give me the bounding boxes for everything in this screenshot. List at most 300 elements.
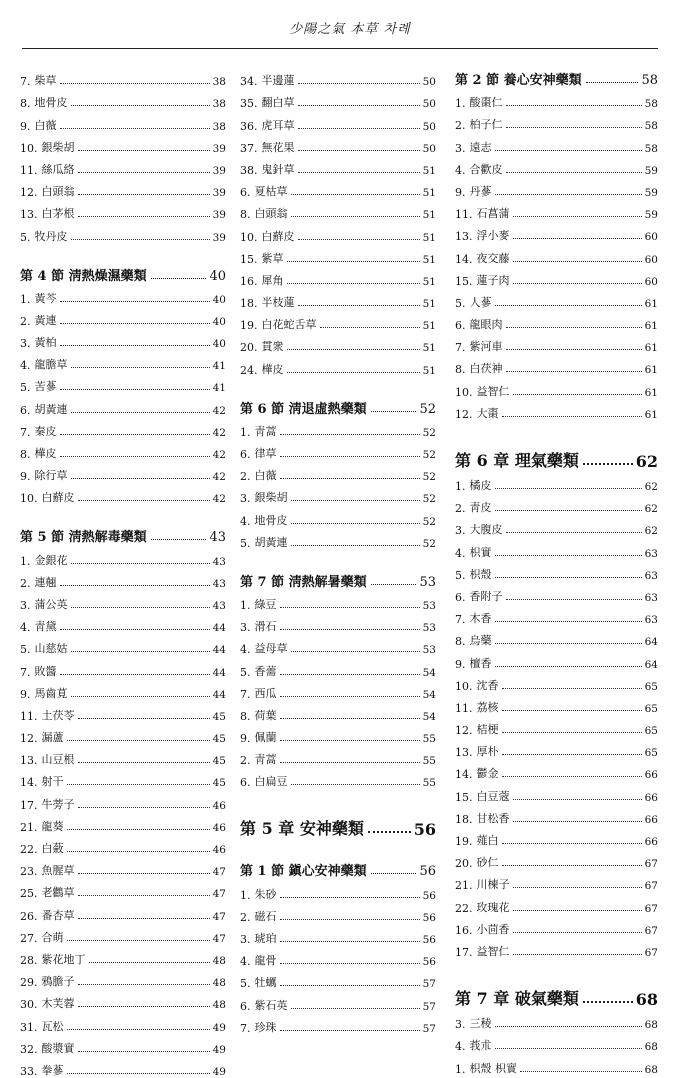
toc-entry — [455, 266, 658, 288]
entry-number: 4. — [455, 163, 466, 177]
toc-entry — [20, 394, 226, 416]
dot-leader — [506, 105, 642, 106]
entry-name: 連翹 — [34, 575, 57, 589]
entry-name: 白扁豆 — [254, 775, 288, 789]
page-number: 65 — [644, 725, 658, 738]
toc-entry — [240, 221, 436, 243]
toc-entry — [240, 745, 436, 767]
dot-leader — [78, 1006, 210, 1007]
entry-number: 23. — [20, 865, 38, 879]
page-number: 51 — [422, 253, 436, 266]
dot-leader — [60, 128, 210, 129]
entry-number: 16. — [455, 923, 473, 937]
entry-number: 3. — [455, 1018, 466, 1032]
dot-leader — [280, 718, 420, 719]
dot-leader — [513, 238, 642, 239]
page-number: 68 — [644, 1063, 658, 1076]
entry-name: 樺皮 — [34, 447, 57, 460]
entry-number: 5. — [455, 568, 466, 582]
section-title: 第 2 節 養心安神藥類 — [455, 73, 582, 88]
entry-number: 12. — [20, 186, 38, 200]
toc-entry — [240, 634, 436, 656]
page-number: 68 — [635, 989, 658, 1009]
entry-name: 射干 — [41, 775, 64, 789]
page-number: 39 — [212, 231, 226, 244]
entry-number: 5. — [455, 296, 466, 310]
entry-name: 白薇 — [254, 469, 277, 483]
dot-leader — [78, 873, 210, 874]
entry-name: 犀角 — [261, 273, 284, 287]
dot-leader — [60, 456, 210, 457]
dot-leader — [291, 194, 420, 195]
toc-entry — [240, 199, 436, 221]
dot-leader — [513, 394, 642, 395]
page-number: 43 — [212, 599, 226, 612]
entry-number: 6. — [240, 448, 251, 461]
entry-name: 木芙蓉 — [41, 997, 75, 1011]
entry-name: 烏藥 — [469, 634, 492, 648]
dot-leader — [60, 83, 210, 84]
toc-entry — [455, 1009, 658, 1031]
page-number: 51 — [422, 187, 436, 200]
dot-leader — [71, 607, 210, 608]
dot-leader — [280, 740, 420, 741]
entry-number: 11. — [20, 163, 38, 177]
dot-leader — [280, 607, 420, 608]
entry-number: 9. — [240, 732, 251, 746]
running-title: 少陽之氣 本草 차례 — [289, 22, 411, 37]
entry-name: 白蘚皮 — [41, 491, 75, 505]
entry-name: 甘松香 — [476, 811, 510, 825]
page-number: 61 — [644, 386, 658, 399]
entry-number: 1. — [20, 554, 31, 568]
toc-entry — [240, 310, 436, 332]
section-title: 第 7 節 淸熱解暑藥類 — [240, 574, 367, 590]
entry-name: 靑皮 — [469, 501, 492, 515]
toc-entry — [20, 284, 226, 306]
entry-number: 10. — [455, 385, 473, 399]
page-number: 42 — [212, 426, 226, 439]
page-number: 57 — [422, 1022, 436, 1035]
dot-leader — [371, 873, 417, 874]
entry-number: 20. — [240, 341, 258, 355]
page-number: 50 — [422, 98, 436, 111]
entry-name: 木香 — [469, 612, 492, 626]
toc-entry — [455, 110, 658, 132]
page-number: 45 — [212, 755, 226, 768]
dot-leader — [513, 799, 642, 800]
entry-name: 虎耳草 — [261, 118, 295, 132]
spacer — [240, 550, 436, 568]
entry-name: 沈香 — [476, 678, 499, 692]
dot-leader — [280, 456, 420, 457]
page-number: 44 — [212, 688, 226, 701]
spacer — [240, 377, 436, 395]
entry-name: 山豆根 — [41, 753, 75, 767]
dot-leader — [298, 239, 420, 240]
toc-entry — [20, 350, 226, 372]
section-title: 第 6 節 淸退虛熱藥類 — [240, 401, 367, 417]
section-heading — [240, 857, 436, 879]
page-number: 60 — [644, 253, 658, 266]
entry-name: 魚腥草 — [41, 864, 75, 878]
entry-number: 24. — [240, 363, 258, 377]
toc-entry — [455, 604, 658, 626]
dot-leader — [291, 545, 420, 546]
dot-leader — [506, 532, 642, 533]
toc-entry — [455, 376, 658, 398]
entry-name: 佩蘭 — [254, 731, 277, 745]
entry-name: 莪朮 — [469, 1039, 492, 1053]
entry-name: 香薷 — [254, 664, 277, 678]
dot-leader — [291, 523, 420, 524]
entry-name: 瓦松 — [41, 1019, 64, 1033]
dot-leader — [502, 843, 642, 844]
entry-number: 7. — [240, 1021, 251, 1035]
toc-entry — [20, 155, 226, 177]
entry-number: 4. — [240, 643, 251, 657]
entry-number: 19. — [240, 319, 258, 333]
page-number: 67 — [644, 902, 658, 915]
entry-number: 7. — [455, 613, 466, 627]
spacer — [455, 959, 658, 983]
page-number: 54 — [422, 688, 436, 701]
page-number: 62 — [644, 481, 658, 493]
dot-leader — [280, 762, 420, 763]
dot-leader — [67, 784, 210, 785]
page-number: 44 — [212, 666, 226, 679]
page-number: 51 — [422, 298, 436, 311]
toc-entry — [20, 328, 226, 350]
entry-number: 21. — [20, 820, 38, 834]
dot-leader — [280, 919, 420, 920]
dot-leader — [506, 371, 642, 372]
page-number: 63 — [644, 591, 658, 604]
entry-number: 3. — [20, 337, 31, 351]
toc-entry — [20, 1011, 226, 1033]
toc-entry — [240, 902, 436, 924]
page-number: 58 — [644, 120, 658, 133]
page-number: 67 — [644, 858, 658, 871]
toc-entry — [455, 288, 658, 310]
toc-entry — [20, 723, 226, 745]
page-number: 51 — [422, 275, 436, 288]
entry-number: 5. — [20, 381, 31, 395]
entry-name: 三稜 — [469, 1017, 492, 1031]
dot-leader — [320, 327, 420, 328]
dot-leader — [78, 895, 210, 896]
entry-name: 翻白草 — [261, 96, 295, 110]
page-number: 57 — [422, 1000, 436, 1013]
dot-leader — [78, 807, 210, 808]
page-number: 66 — [644, 813, 658, 826]
toc-entry — [455, 1031, 658, 1053]
entry-number: 9. — [20, 470, 31, 484]
dot-leader — [495, 621, 642, 622]
entry-name: 龍膽草 — [34, 358, 68, 372]
entry-name: 浮小麥 — [476, 229, 510, 243]
entry-name: 馬齒莧 — [34, 686, 68, 700]
entry-name: 川楝子 — [476, 878, 510, 892]
dot-leader — [495, 1026, 642, 1027]
entry-name: 除行草 — [34, 469, 68, 483]
toc-entry — [20, 66, 226, 88]
page-number: 63 — [644, 569, 658, 582]
toc-entry — [455, 937, 658, 959]
dot-leader — [71, 696, 210, 697]
dot-leader — [71, 412, 210, 413]
toc-entry — [20, 634, 226, 656]
dot-leader — [291, 216, 420, 217]
dot-leader — [280, 629, 420, 630]
entry-name: 銀柴胡 — [254, 491, 288, 505]
toc-entry — [240, 1013, 436, 1035]
entry-name: 遠志 — [469, 140, 492, 154]
header-rule — [22, 48, 658, 49]
toc-entry — [240, 155, 436, 177]
page-number: 44 — [212, 622, 226, 635]
section-heading — [20, 262, 226, 284]
entry-name: 西瓜 — [254, 686, 277, 700]
page-number: 68 — [644, 1019, 658, 1032]
entry-name: 黃連 — [34, 313, 57, 327]
entry-name: 枳實 — [469, 545, 492, 559]
entry-number: 6. — [240, 186, 251, 200]
entry-name: 桔梗 — [476, 723, 499, 737]
dot-leader — [67, 1029, 210, 1030]
entry-name: 苦蔘 — [34, 380, 57, 394]
toc-entry — [455, 781, 658, 803]
entry-name: 蒲公英 — [34, 597, 68, 611]
dot-leader — [287, 349, 420, 350]
entry-name: 荷葉 — [254, 708, 277, 722]
entry-number: 33. — [20, 1064, 38, 1078]
page-number: 39 — [212, 187, 226, 200]
dot-leader — [298, 172, 420, 173]
dot-leader — [506, 327, 642, 328]
entry-number: 7. — [20, 425, 31, 439]
entry-number: 21. — [455, 879, 473, 893]
page-number: 47 — [212, 910, 226, 923]
toc-entry — [455, 671, 658, 693]
entry-name: 綠豆 — [254, 597, 277, 611]
entry-number: 8. — [20, 448, 31, 461]
entry-name: 香附子 — [469, 589, 503, 603]
page-number: 47 — [212, 866, 226, 879]
dot-leader — [60, 301, 210, 302]
page-number: 67 — [644, 946, 658, 959]
entry-name: 小茴香 — [476, 922, 510, 936]
toc-column-2 — [240, 66, 436, 1035]
entry-name: 石菖蒲 — [476, 207, 510, 221]
entry-name: 胡黃連 — [254, 535, 288, 549]
toc-entry — [455, 737, 658, 759]
entry-name: 龍葵 — [41, 819, 64, 833]
page-number: 51 — [422, 342, 436, 355]
entry-number: 2. — [20, 314, 31, 328]
chapter-title: 第 6 章 理氣藥類 — [455, 450, 579, 470]
section-heading — [20, 523, 226, 545]
entry-number: 8. — [20, 97, 31, 111]
spacer — [240, 839, 436, 857]
page-number: 40 — [212, 315, 226, 328]
chapter-title: 第 7 章 破氣藥類 — [455, 988, 579, 1008]
entry-number: 11. — [20, 709, 38, 723]
dot-leader — [60, 323, 210, 324]
page-number: 51 — [422, 209, 436, 222]
entry-name: 貫衆 — [261, 340, 284, 354]
dot-leader — [495, 577, 642, 578]
page-number: 62 — [644, 503, 658, 516]
entry-number: 7. — [455, 341, 466, 355]
page-number: 39 — [212, 164, 226, 177]
page-number: 38 — [212, 98, 226, 111]
spacer — [455, 421, 658, 445]
toc-entry — [455, 155, 658, 177]
page-number: 61 — [644, 342, 658, 355]
page-number: 51 — [422, 320, 436, 333]
entry-name: 牧丹皮 — [34, 229, 68, 243]
dot-leader — [78, 500, 210, 501]
page-number: 53 — [419, 574, 436, 590]
entry-number: 11. — [455, 208, 473, 222]
toc-entry — [20, 945, 226, 967]
section-heading — [455, 66, 658, 88]
entry-name: 玫瑰花 — [476, 900, 510, 914]
entry-number: 18. — [455, 812, 473, 826]
toc-entry — [20, 306, 226, 328]
page-header — [0, 0, 700, 52]
entry-number: 17. — [455, 945, 473, 959]
section-heading — [240, 395, 436, 417]
entry-name: 益智仁 — [476, 384, 510, 398]
toc-entry — [240, 88, 436, 110]
section-title: 第 4 節 淸熱燥濕藥類 — [20, 268, 147, 284]
toc-entry — [20, 372, 226, 394]
entry-name: 夜交藤 — [476, 251, 510, 265]
entry-number: 14. — [20, 776, 38, 790]
entry-name: 蓮子肉 — [476, 273, 510, 287]
entry-number: 8. — [455, 635, 466, 649]
dot-leader — [78, 194, 210, 195]
page-number: 52 — [419, 401, 436, 417]
page-number: 45 — [212, 710, 226, 723]
toc-entry — [20, 701, 226, 723]
toc-entry — [240, 266, 436, 288]
page-number: 52 — [422, 515, 436, 528]
toc-entry — [20, 461, 226, 483]
page-number: 59 — [644, 186, 658, 199]
toc-entry — [20, 989, 226, 1011]
entry-name: 土茯苓 — [41, 708, 75, 722]
dot-leader — [78, 984, 210, 985]
toc-entry — [455, 243, 658, 265]
entry-name: 白頭翁 — [254, 207, 288, 221]
toc-entry — [240, 968, 436, 990]
toc-entry — [20, 967, 226, 989]
entry-name: 白蘞 — [41, 842, 64, 855]
toc-entry — [455, 88, 658, 110]
toc-entry — [455, 870, 658, 892]
entry-name: 琥珀 — [254, 932, 277, 945]
entry-number: 5. — [240, 977, 251, 991]
entry-name: 拳蔘 — [41, 1063, 64, 1077]
dot-leader — [298, 150, 420, 151]
page-number: 65 — [644, 680, 658, 693]
entry-number: 17. — [20, 798, 38, 812]
entry-number: 3. — [455, 141, 466, 155]
entry-number: 2. — [240, 910, 251, 924]
page-number: 40 — [212, 293, 226, 306]
toc-entry — [455, 221, 658, 243]
toc-entry — [240, 66, 436, 88]
dot-leader — [502, 688, 642, 689]
dot-leader — [513, 910, 642, 911]
toc-entry — [455, 1053, 658, 1075]
dot-leader — [371, 411, 417, 412]
toc-entry — [455, 177, 658, 199]
dot-leader — [78, 216, 210, 217]
entry-number: 36. — [240, 119, 258, 133]
entry-name: 絲瓜絡 — [41, 162, 75, 176]
dot-leader — [298, 128, 420, 129]
page-number: 43 — [212, 577, 226, 590]
entry-name: 鴉膽子 — [41, 975, 75, 989]
dot-leader — [502, 754, 642, 755]
dot-leader — [71, 651, 210, 652]
entry-number: 5. — [20, 643, 31, 657]
entry-name: 益智仁 — [476, 944, 510, 958]
toc-entry — [455, 515, 658, 537]
toc-entry — [455, 310, 658, 332]
entry-number: 27. — [20, 931, 38, 945]
entry-number: 15. — [455, 274, 473, 288]
entry-name: 番杏草 — [41, 908, 75, 922]
page-number: 38 — [212, 76, 226, 89]
toc-entry — [455, 648, 658, 670]
entry-number: 34. — [240, 75, 258, 89]
toc-entry — [455, 560, 658, 582]
page-number: 61 — [644, 297, 658, 310]
dot-leader — [368, 831, 411, 833]
entry-name: 白茅根 — [41, 207, 75, 221]
entry-number: 10. — [240, 230, 258, 244]
entry-number: 28. — [20, 953, 38, 967]
page-number: 52 — [422, 426, 436, 439]
entry-name: 龍眼肉 — [469, 318, 503, 332]
entry-name: 牛蒡子 — [41, 797, 75, 811]
page-number: 52 — [422, 493, 436, 506]
entry-name: 大棗 — [476, 406, 499, 420]
dot-leader — [513, 932, 642, 933]
entry-number: 5. — [240, 536, 251, 550]
page-number: 52 — [422, 537, 436, 550]
page-number: 53 — [422, 644, 436, 657]
entry-name: 紫草 — [261, 251, 284, 265]
page-number: 44 — [212, 644, 226, 657]
page-number: 59 — [644, 164, 658, 177]
toc-entry — [455, 332, 658, 354]
dot-leader — [280, 897, 420, 898]
dot-leader — [298, 105, 420, 106]
dot-leader — [71, 478, 210, 479]
entry-number: 4. — [455, 1040, 466, 1054]
entry-number: 12. — [455, 407, 473, 421]
entry-number: 29. — [20, 976, 38, 990]
dot-leader — [78, 718, 210, 719]
page-number: 48 — [212, 977, 226, 990]
toc-entry — [20, 789, 226, 811]
